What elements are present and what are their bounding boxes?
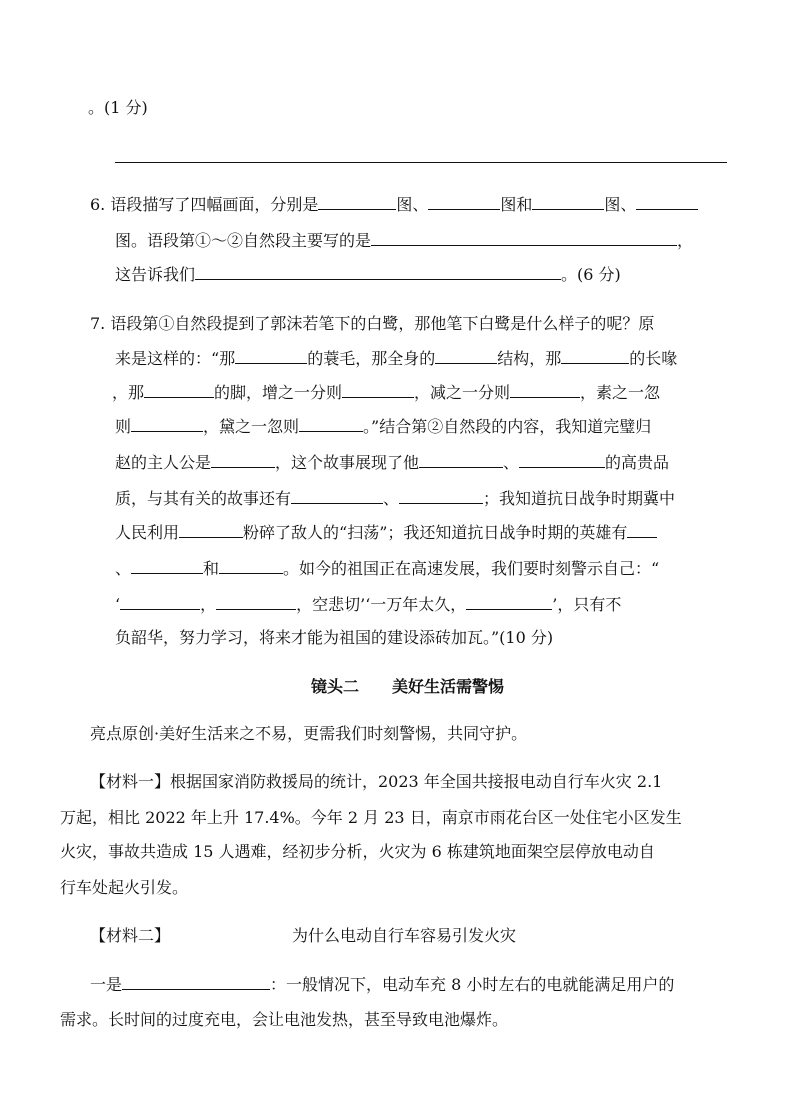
q7-line-7: 人民利用 粉碎了敌人的“扫荡”；我还知道抗日战争时期的英雄有 (115, 520, 657, 544)
answer-blank[interactable] (120, 592, 200, 610)
q7-line-6: 质，与其有关的故事还有 、 ；我知道抗日战争时期冀中 (115, 486, 675, 510)
section-subtitle: 美好生活需警惕 (392, 677, 505, 696)
material-2-label: 【材料二】 (90, 926, 171, 945)
material-1-line-4: 行车处起火引发。 (60, 878, 189, 897)
answer-blank[interactable] (318, 192, 396, 210)
section-title: 镜头二 (311, 677, 360, 696)
q7-line-2: 来是这样的：“那 的蓑毛，那全身的 结构，那 的长喙 (115, 346, 677, 370)
answer-blank[interactable] (144, 380, 214, 398)
answer-blank[interactable] (561, 346, 629, 364)
answer-blank[interactable] (428, 192, 500, 210)
answer-blank[interactable] (195, 262, 561, 280)
q6-line-3: 这告诉我们 。(6 分) (115, 262, 621, 286)
q7-line-9: ‘ ， ，空悲切’‘一万年太久， ’，只有不 (115, 592, 621, 616)
material-2-line-1: 一是 ：一般情况下，电动车充 8 小时左右的电就能满足用户的 (90, 972, 674, 996)
answer-blank[interactable] (510, 380, 580, 398)
answer-blank[interactable] (435, 346, 497, 364)
answer-blank[interactable] (211, 450, 275, 468)
answer-blank[interactable] (519, 450, 605, 468)
answer-blank[interactable] (419, 450, 503, 468)
answer-blank[interactable] (131, 556, 203, 574)
answer-blank[interactable] (371, 228, 677, 246)
answer-blank[interactable] (399, 486, 483, 504)
answer-blank[interactable] (235, 346, 307, 364)
q7-line-5: 赵的主人公是 ，这个故事展现了他 、 的高贵品 (115, 450, 669, 474)
answer-blank[interactable] (122, 972, 270, 990)
answer-line (115, 162, 727, 163)
answer-blank[interactable] (636, 192, 698, 210)
q6-line-2: 图。语段第①～②自然段主要写的是 ， (115, 228, 693, 252)
answer-blank[interactable] (131, 414, 203, 432)
answer-blank[interactable] (219, 556, 283, 574)
answer-blank[interactable] (342, 380, 414, 398)
answer-blank[interactable] (299, 414, 363, 432)
q7-line-10: 负韶华，努力学习，将来才能为祖国的建设添砖加瓦。”(10 分) (115, 628, 554, 647)
q7-line-3: ，那 的脚，增之一分则 ，减之一分则 ，素之一忽 (112, 380, 660, 404)
material-1-line-3: 火灾，事故共造成 15 人遇难，经初步分析，火灾为 6 栋建筑地面架空层停放电动自 (60, 842, 655, 861)
q7-line-8: 、 和 。如今的祖国正在高速发展，我们要时刻警示自己：“ (115, 556, 659, 580)
previous-question-tail: 。(1 分) (88, 98, 148, 117)
material-1-line-2: 万起，相比 2022 年上升 17.4%。今年 2 月 23 日，南京市雨花台区一处住宅小区发生 (60, 808, 682, 827)
q6-line-1: 6. 语段描写了四幅画面，分别是 图、 图和 图、 (90, 192, 698, 216)
answer-blank[interactable] (627, 520, 657, 538)
section-intro: 亮点原创·美好生活来之不易，更需我们时刻警惕，共同守护。 (90, 724, 528, 743)
q7-line-1: 7. 语段第①自然段提到了郭沫若笔下的白鹭，那他笔下白鹭是什么样子的呢？原 (90, 314, 655, 333)
answer-blank[interactable] (216, 592, 296, 610)
material-2-title: 为什么电动自行车容易引发火灾 (292, 926, 517, 945)
answer-blank[interactable] (179, 520, 243, 538)
answer-blank[interactable] (532, 192, 604, 210)
q7-line-4: 则 ，黛之一忽则 。”结合第②自然段的内容，我知道完璧归 (115, 414, 651, 438)
material-2-line-2: 需求。长时间的过度充电，会让电池发热，甚至导致电池爆炸。 (60, 1010, 509, 1029)
answer-blank[interactable] (291, 486, 383, 504)
material-1-line-1: 【材料一】根据国家消防救援局的统计，2023 年全国共接报电动自行车火灾 2.1 (90, 772, 663, 791)
answer-blank[interactable] (466, 592, 552, 610)
